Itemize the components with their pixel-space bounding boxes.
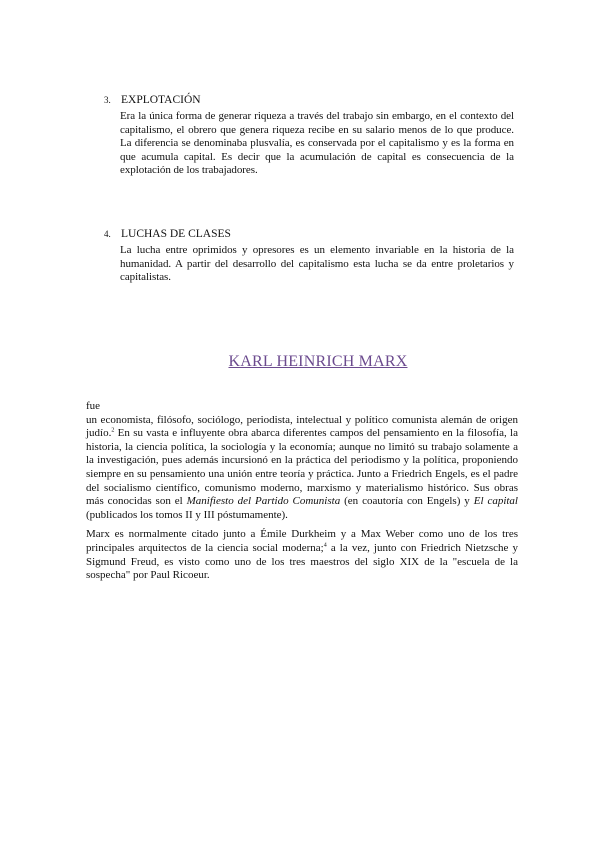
section-header — [104, 93, 514, 107]
section-title: LUCHAS DE CLASES — [121, 228, 231, 240]
section-number: 4. — [104, 229, 111, 239]
bio-lead-word: fue — [86, 400, 101, 412]
section-body: Era la única forma de generar riqueza a través del trabajo sin embargo, en el contexto del capitalismo, el obrero que genera riqueza recibe en su salario menos de lo que produce. La diferencia se denominaba plusvalía, es conservada por el capitalismo y es la forma en que acumula capital. Es decir que la acumulación de capital es consecuencia de la explotación de los trabajadores. — [120, 110, 514, 177]
section-header — [104, 227, 514, 241]
footnote-ref[interactable]: 4 — [323, 542, 327, 549]
footnote-ref[interactable]: 2 — [111, 427, 115, 434]
section-number: 3. — [104, 95, 111, 105]
section-title: EXPLOTACIÓN — [121, 94, 201, 106]
bio-paragraph-1: un economista, filósofo, sociólogo, periodista, intelectual y político comunista alemán de origen judío.$^2$ En su vasta e influyente obra abarca diferentes campos del pensamiento en la filosofía, la historia, la ciencia política, la sociología y la economía; aunque no limitó su trabajo solamente a la investigación, pues además incursionó en la práctica del periodismo y la política, proponiendo siempre en su pensamiento una unión entre teoría y práctica. Junto a Friedrich Engels, es el padre del socialismo científico, comunismo moderno, marxismo y materialismo histórico. Sus obras más conocidas son el Manifiesto del Partido Comunista (en coautoría con Engels) y El capital (publicados los tomos II y III póstumamente). — [86, 413, 518, 521]
biography — [86, 400, 518, 583]
section-explotacion — [104, 93, 514, 178]
section-luchas-de-clases — [104, 227, 514, 285]
work-title: El capital — [473, 495, 518, 508]
section-body: La lucha entre oprimidos y opresores es un elemento invariable en la historia de la humanidad. A partir del desarrollo del capitalismo esta lucha se da entre proletarios y capitalistas. — [120, 244, 514, 284]
work-title: Manifiesto del Partido Comunista — [186, 495, 341, 508]
page-heading: KARL HEINRICH MARX — [228, 353, 408, 370]
bio-paragraph-2: Marx es normalmente citado junto a Émile Durkheim y a Max Weber como uno de los tres principales arquitectos de la ciencia social moderna;$^4$ a la vez, junto con Friedrich Nietzsche y Sigmund Freud, es visto como uno de los tres maestros del siglo XIX de la "escuela de la sospecha" por Paul Ricoeur. — [86, 528, 518, 582]
